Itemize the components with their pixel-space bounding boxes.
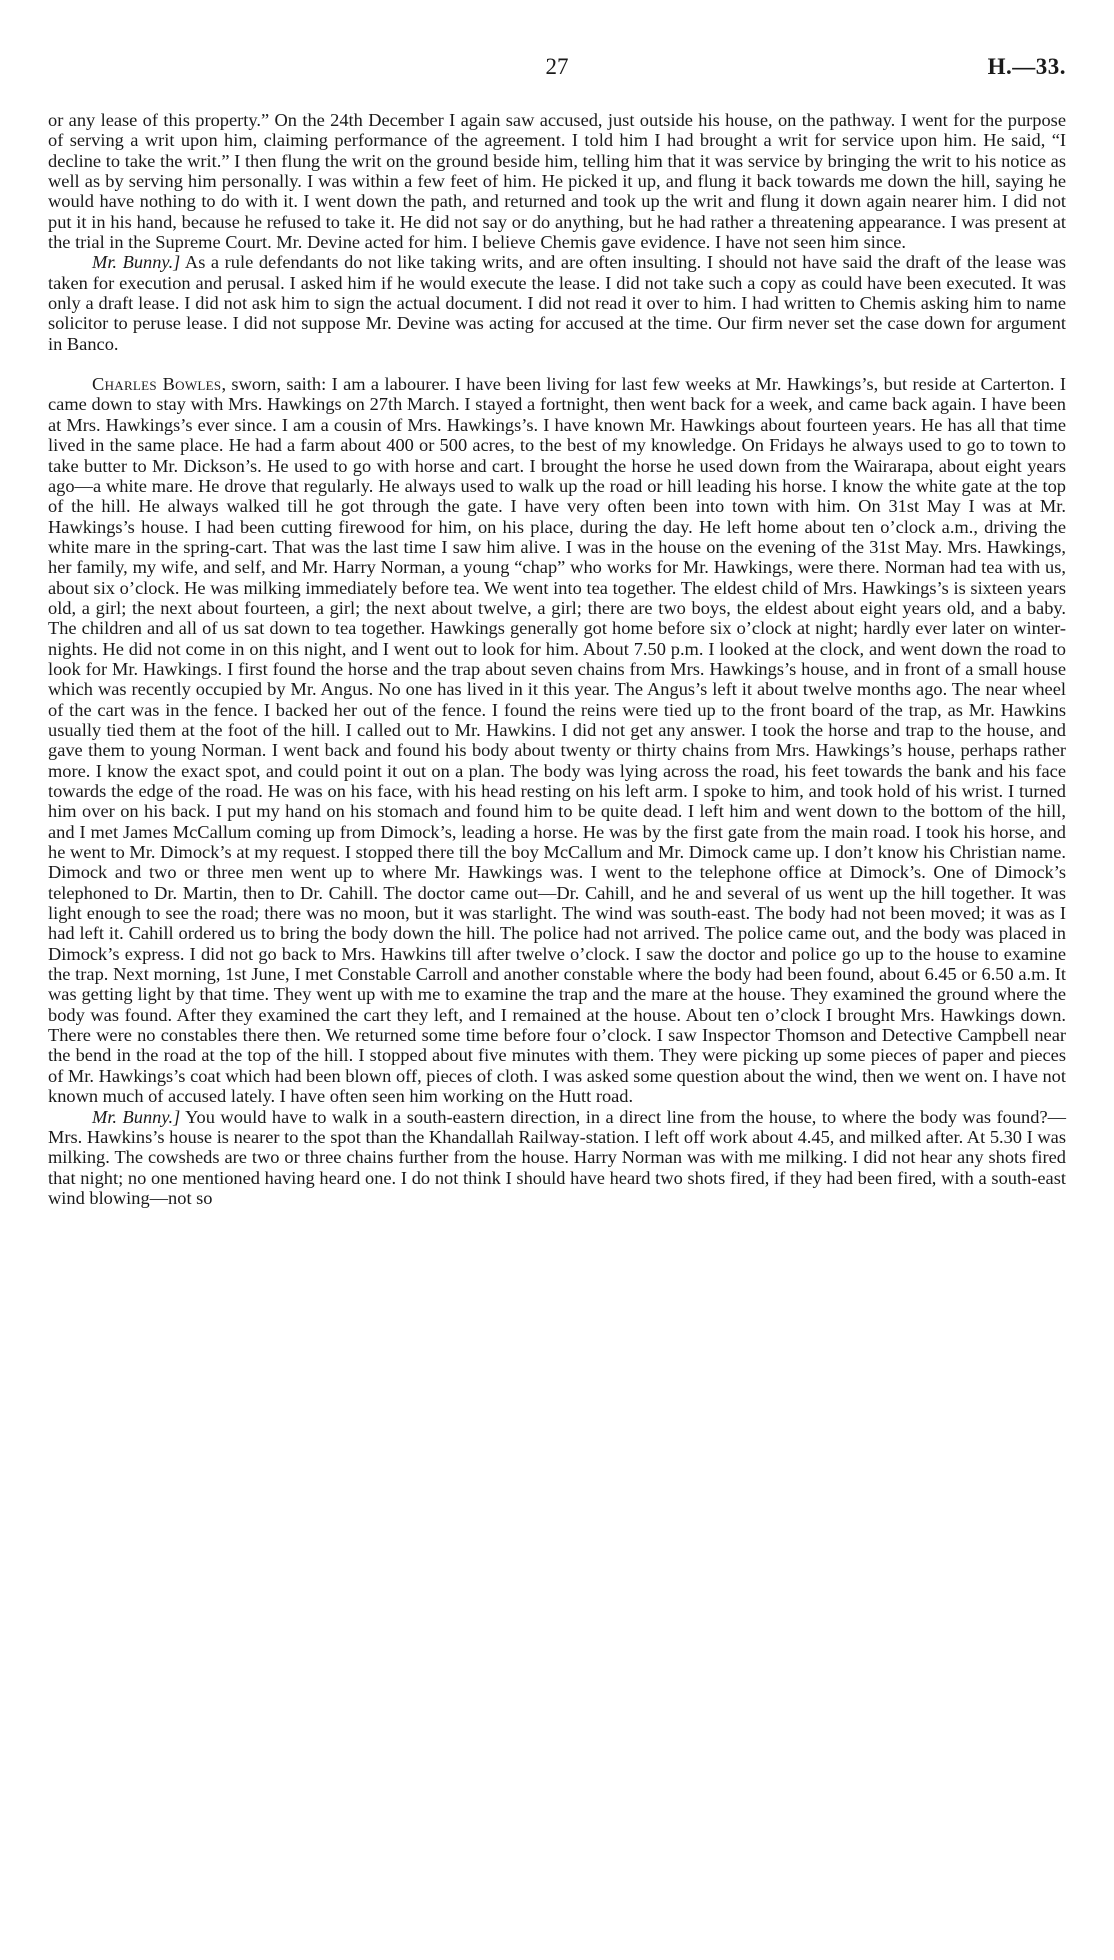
paper-reference: H.—33. — [987, 54, 1066, 79]
paragraph-text: As a rule defendants do not like taking writs, and are often insulting. I should not have said the draft of the lease was taken for execution and perusal. I asked him if he would execute the lease. I did not take such a copy as could have been executed. It was only a draft lease. I did not ask him to sign the actual document. I did not read it over to him. I had written to Chemis asking him to name solicitor to peruse lease. I did not suppose Mr. Devine was acting for accused at the time. Our firm never set the case down for argument in Banco. — [48, 252, 1066, 354]
speaker-label: Mr. Bunny.] — [92, 252, 181, 273]
paragraph-evidence-continuation — [48, 110, 1066, 252]
page-header — [48, 54, 1066, 86]
speaker-label: Mr. Bunny.] — [92, 1106, 181, 1127]
body-text — [48, 110, 1066, 1208]
witness-name: Charles Bowles — [92, 374, 222, 395]
paragraph-witness-testimony — [48, 374, 1066, 1106]
page-number: 27 — [545, 54, 569, 79]
paragraph-text: or any lease of this property.” On the 24th December I again saw accused, just outside his house, on the pathway. I went for the purpose of serving a writ upon him, claiming performance of the agreement. I told him I had brought a writ for service upon him. He said, “I decline to take the writ.” I then flung the writ on the ground beside him, telling him that it was service by bringing the writ to his notice as well as by serving him personally. I was within a few feet of him. He picked it up, and flung it back towards me down the hill, saying he would have nothing to do with it. I went down the path, and returned and took up the writ and flung it down again nearer him. I did not put it in his hand, because he refused to take it. He did not say or do anything, but he had rather a threatening appearance. I was present at the trial in the Supreme Court. Mr. Devine acted for him. I believe Chemis gave evidence. I have not seen him since. — [48, 110, 1066, 253]
paragraph-text: , sworn, saith: I am a labourer. I have been living for last few weeks at Mr. Hawkings’s, but reside at Carterton. I came down to stay with Mrs. Hawkings on 27th March. I stayed a fortnight, then went back for a week, and came back again. I have been at Mrs. Hawkings’s ever since. I am a cousin of Mrs. Hawkings’s. I have known Mr. Hawkings about fourteen years. He has all that time lived in the same place. He had a farm about 400 or 500 acres, to the best of my knowledge. On Fridays he always used to go to town to take butter to Mr. Dickson’s. He used to go with horse and cart. I brought the horse he used down from the Wairarapa, about eight years ago—a white mare. He drove that regularly. He always used to walk up the road or hill leading his horse. I know the white gate at the top of the hill. He always walked till he got through the gate. I have very often been into town with him. On 31st May I was at Mr. Hawkings’s house. I had been cutting firewood for him, on his place, during the day. He left home about ten o’clock a.m., driving the white mare in the spring-cart. That was the last time I saw him alive. I was in the house on the evening of the 31st May. Mrs. Hawkings, her family, my wife, and self, and Mr. Harry Norman, a young “chap” who works for Mr. Hawkings, were there. Norman had tea with us, about six o’clock. He was milking immediately before tea. We went into tea together. The eldest child of Mrs. Hawkings’s is sixteen years old, a girl; the next about fourteen, a girl; the next about twelve, a girl; there are two boys, the eldest about eight years old, and a baby. The children and all of us sat down to tea together. Hawkings generally got home before six o’clock at night; hardly ever later on winter-nights. He did not come in on this night, and I went out to look for him. About 7.50 p.m. I looked at the clock, and went down the road to look for Mr. Hawkings. I first found the horse and the trap about seven chains from Mrs. Hawkings’s house, and in front of a small house which was recently occupied by Mr. Angus. No one has lived in it this year. The Angus’s left it about twelve months ago. The near wheel of the cart was in the fence. I backed her out of the fence. I found the reins were tied up to the front board of the trap, as Mr. Hawkins usually tied them at the foot of the hill. I called out to Mr. Hawkins. I did not get any answer. I took the horse and trap to the house, and gave them to young Norman. I went back and found his body about twenty or thirty chains from Mrs. Hawkings’s house, perhaps rather more. I know the exact spot, and could point it out on a plan. The body was lying across the road, his feet towards the bank and his face towards the edge of the road. He was on his face, with his head resting on his left arm. I spoke to him, and took hold of his wrist. I turned him over on his back. I put my hand on his stomach and found him to be quite dead. I left him and went down to the bottom of the hill, and I met James McCallum coming up from Dimock’s, leading a horse. He was by the first gate from the main road. I took his horse, and he went to Mr. Dimock’s at my request. I stopped there till the boy McCallum and Mr. Dimock came up. I don’t know his Christian name. Dimock and two or three men went up to where Mr. Hawkings was. I went to the telephone office at Dimock’s. One of Dimock’s telephoned to Dr. Martin, then to Dr. Cahill. The doctor came out—Dr. Cahill, and he and several of us went up the hill together. It was light enough to see the road; there was no moon, but it was starlight. The wind was south-east. The body had not been moved; it was as I had left it. Cahill ordered us to bring the body down the hill. The police had not arrived. The police came out, and the body was placed in Dimock’s express. I did not go back to Mrs. Hawkins till after twelve o’clock. I saw the doctor and police go up to the house to examine the trap. Next morning, 1st June, I met Constable Carroll and another constable where the body had been found, about 6.45 or 6.50 a.m. It was getting light by that time. They went up with me to examine the trap and the mare at the house. They examined the ground where the body was found. After they examined the cart they left, and I remained at the house. About ten o’clock I brought Mrs. Hawkings down. There were no constables there then. We returned some time before four o’clock. I saw Inspector Thomson and Detective Campbell near the bend in the road at the top of the hill. I stopped about five minutes with them. They were picking up some pieces of paper and pieces of Mr. Hawkings’s coat which had been blown off, pieces of cloth. I was asked some question about the wind, then we went on. I have not known much of accused lately. I have often seen him working on the Hutt road. — [48, 374, 1066, 1107]
paragraph-cross-examination — [48, 1107, 1066, 1209]
paragraph-text: You would have to walk in a south-eastern direction, in a direct line from the house, to where the body was found?—Mrs. Hawkins’s house is nearer to the spot than the Khandallah Railway-station. I left off work about 4.45, and milked after. At 5.30 I was milking. The cowsheds are two or three chains further from the house. Harry Norman was with me milking. I did not hear any shots fired that night; no one mentioned having heard one. I do not think I should have heard two shots fired, if they had been fired, with a south-east wind blowing—not so — [48, 1106, 1066, 1208]
paragraph-cross-examination — [48, 252, 1066, 354]
